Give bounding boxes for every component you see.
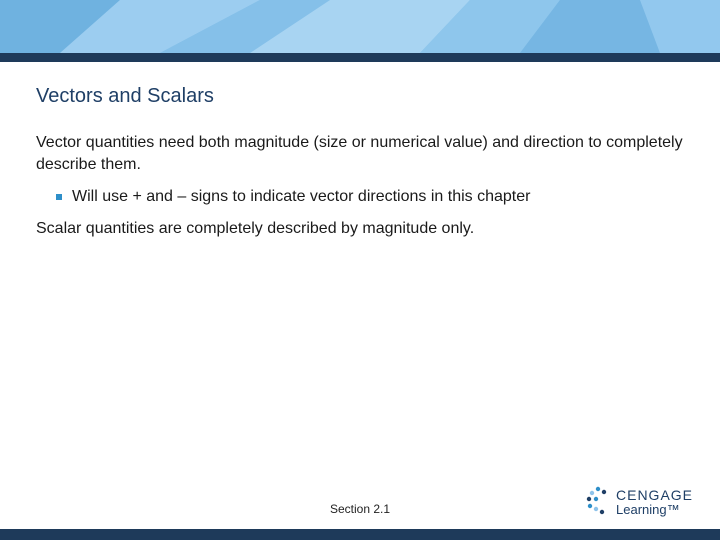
footer-bar	[0, 529, 720, 540]
logo-wordmark: CENGAGE	[616, 487, 694, 503]
banner-graphic	[0, 0, 720, 53]
cengage-logo	[585, 486, 695, 518]
banner-rule	[0, 53, 720, 62]
section-label: Section 2.1	[329, 502, 391, 516]
cengage-mark-icon	[585, 486, 611, 518]
bullet-item	[56, 186, 686, 208]
square-bullet-icon	[56, 194, 62, 200]
bullet-text: Will use + and – signs to indicate vector directions in this chapter	[72, 188, 531, 205]
logo-subword: Learning™	[616, 502, 680, 517]
slide-body	[36, 132, 686, 240]
slide-title: Vectors and Scalars	[36, 85, 214, 107]
paragraph-vector: Vector quantities need both magnitude (size or numerical value) and direction to completely describe them.	[36, 134, 683, 173]
paragraph-scalar: Scalar quantities are completely described by magnitude only.	[36, 220, 475, 237]
header-banner	[0, 0, 720, 53]
